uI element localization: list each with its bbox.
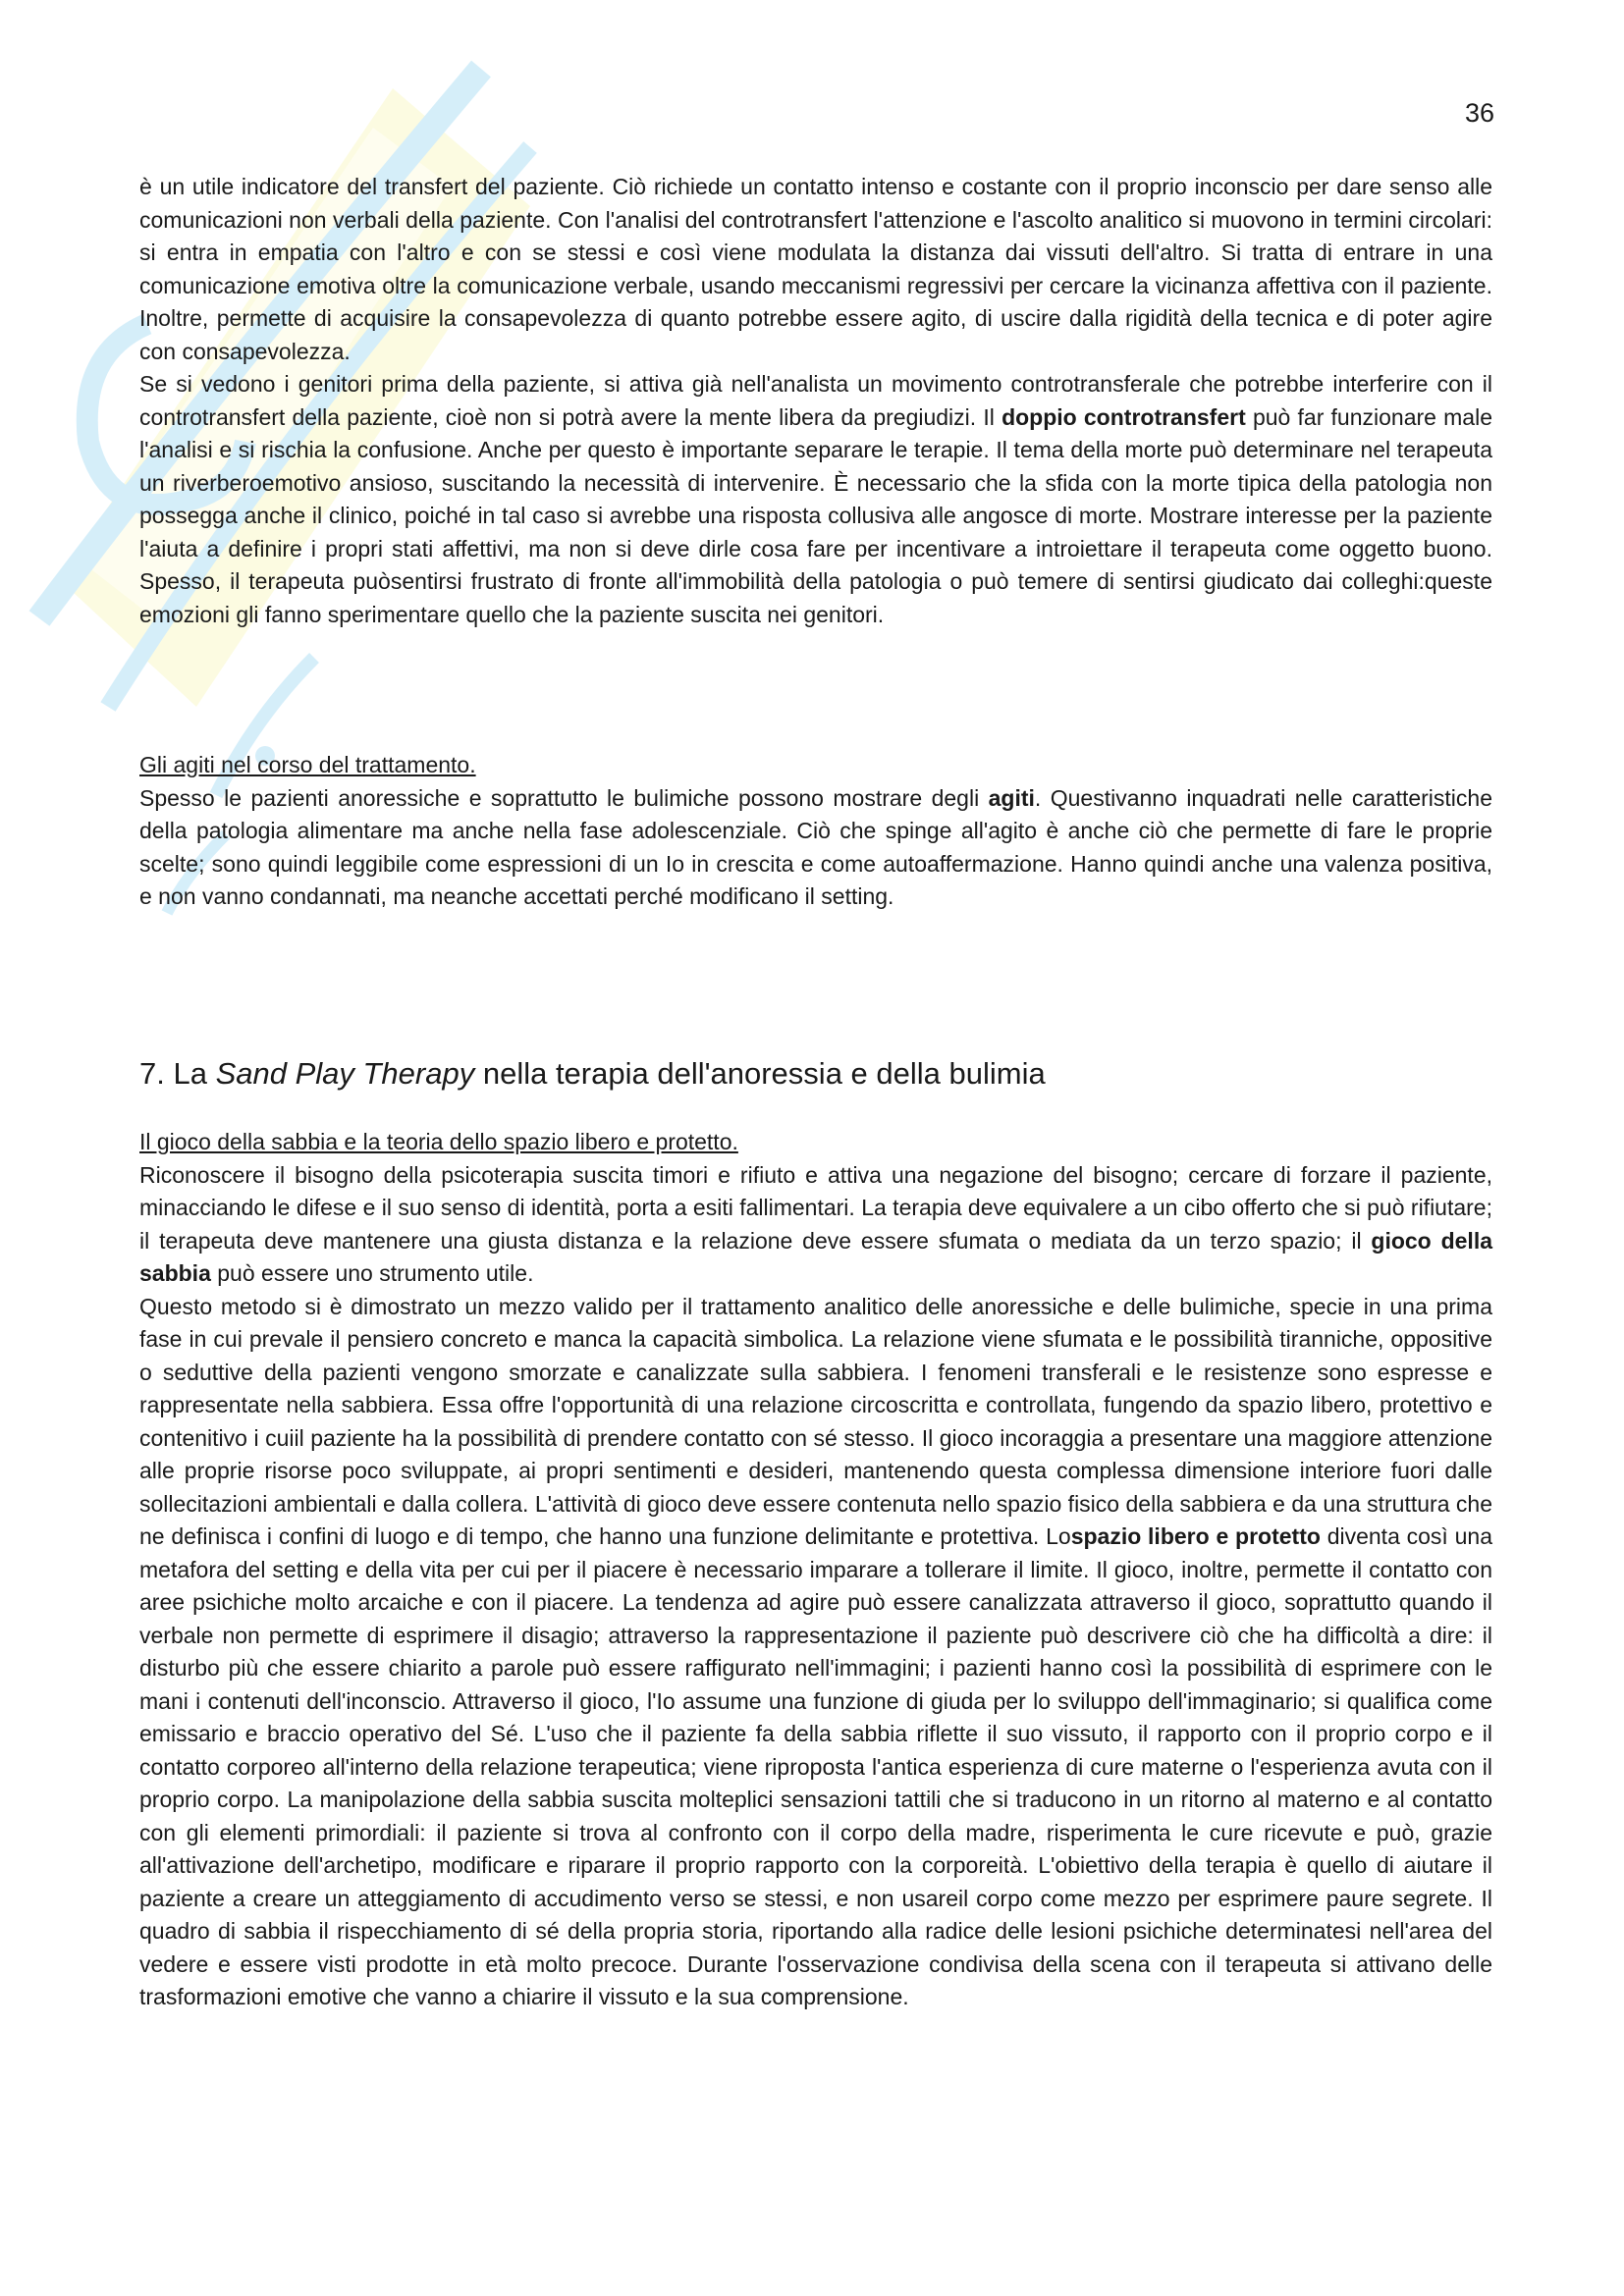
bold-term: doppio controtransfert: [1001, 403, 1246, 430]
subheading: Il gioco della sabbia e la teoria dello spazio libero e protetto.: [139, 1129, 738, 1154]
bold-term: agiti: [988, 784, 1035, 811]
section-sand-play: [139, 1126, 1492, 2014]
paragraph: è un utile indicatore del transfert del paziente. Ciò richiede un contatto intenso e costante con il proprio inconscio per dare senso alle comunicazioni non verbali della paziente. Con l'analisi del controtransfert l'attenzione e l'ascolto analitico si muovono in termini circolari: si entra in empatia con l'altro e con se stessi e così viene modulata la distanza dai vissuti dell'altro. Si tratta di entrare in una comunicazione emotiva oltre la comunicazione verbale, usando meccanismi regressivi per cercare la vicinanza affettiva con il paziente. Inoltre, permette di acquisire la consapevolezza di quanto potrebbe essere agito, di uscire dalla rigidità della tecnica e di poter agire con consapevolezza.: [139, 174, 1492, 364]
subheading: Gli agiti nel corso del trattamento.: [139, 752, 476, 777]
section-controtransfert: [139, 171, 1492, 631]
italic-term: Sand Play Therapy: [215, 1056, 475, 1091]
paragraph: Questo metodo si è dimostrato un mezzo valido per il trattamento analitico delle anoressiche e delle bulimiche, specie in una prima fase in cui prevale il pensiero concreto e manca la capacità simbolica. La relazione viene sfumata e le possibilità tiranniche, oppositive o seduttive della pazienti vengono smorzate e canalizzate sulla sabbiera. I fenomeni transferali e le resistenze sono espresse e rappresentate nella sabbiera. Essa offre l'opportunità di una relazione circoscritta e controllata, fungendo da spazio libero, protettivo e contenitivo i cuiil paziente ha la possibilità di prendere contatto con sé stesso. Il gioco incoraggia a presentare una maggiore attenzione alle proprie risorse poco sviluppate, ai propri sentimenti e desideri, mantenendo questa complessa dimensione interiore fuori dalle sollecitazioni ambientali e dalla collera. L'attività di gioco deve essere contenuta nello spazio fisico della sabbiera e da una struttura che ne definisca i confini di luogo e di tempo, che hanno una funzione delimitante e protettiva. Lospazio libero e protetto diventa così una metafora del setting e della vita per cui per il piacere è necessario imparare a tollerare il limite. Il gioco, inoltre, permette il contatto con aree psichiche molto arcaiche e con il piacere. La tendenza ad agire può essere canalizzata attraverso il gioco, soprattutto quando il verbale non permette di esprimere il disagio; attraverso la rappresentazione il paziente può descrivere ciò che ha difficoltà a dire: il disturbo più che essere chiarito a parole può essere raffigurato nell'immagini; i pazienti hanno così la possibilità di esprimere con le mani i contenuti dell'inconscio. Attraverso il gioco, l'Io assume una funzione di giuda per lo sviluppo dell'immaginario; si qualifica come emissario e braccio operativo del Sé. L'uso che il paziente fa della sabbia riflette il suo vissuto, il rapporto con il proprio corpo e il contatto corporeo all'interno della relazione terapeutica; viene riproposta l'antica esperienza di cure materne o l'esperienza avuta con il proprio corpo. La manipolazione della sabbia suscita molteplici sensazioni tattili che si traducono in un ritorno al materno e al contatto con gli elementi primordiali: il paziente si trova al confronto con il corpo della madre, risperimenta le cure ricevute e può, grazie all'attivazione dell'archetipo, modificare e riparare il proprio rapporto con la corporeità. L'obiettivo della terapia è quello di aiutare il paziente a creare un atteggiamento di accudimento verso se stessi, e non usareil corpo come mezzo per esprimere paure segrete. Il quadro di sabbia il rispecchiamento di sé della propria storia, riportando alla radice delle lesioni psichiche determinatesi nell'area del vedere e essere visti prodotte in età molto precoce. Durante l'osservazione condivisa della scena con il terapeuta si attivano delle trasformazioni emotive che vanno a chiarire il vissuto e la sua comprensione.: [139, 1293, 1492, 2009]
bold-term: gioco della sabbia: [139, 1227, 1492, 1286]
paragraph: Riconoscere il bisogno della psicoterapia suscita timori e rifiuto e attiva una negazione del bisogno; cercare di forzare il paziente, minacciando le difese e il suo senso di identità, porta a esiti fallimentari. La terapia deve equivalere a un cibo offerto che si può rifiutare; il terapeuta deve mantenere una giusta distanza e la relazione deve essere sfumata o mediata da un terzo spazio; il gioco della sabbia può essere uno strumento utile.: [139, 1161, 1492, 1286]
paragraph: Spesso le pazienti anoressiche e soprattutto le bulimiche possono mostrare degli agiti. Questivanno inquadrati nelle caratteristiche della patologia alimentare ma anche nella fase adolescenziale. Ciò che spinge all'agito è anche ciò che permette di fare le proprie scelte; sono quindi leggibile come espressioni di un Io in crescita e come autoaffermazione. Hanno quindi anche una valenza positiva, e non vanno condannati, ma neanche accettati perché modificano il setting.: [139, 784, 1492, 909]
section-agiti: [139, 749, 1492, 914]
paragraph: Se si vedono i genitori prima della paziente, si attiva già nell'analista un movimento controtransferale che potrebbe interferire con il controtransfert della paziente, cioè non si potrà avere la mente libera da pregiudizi. Il doppio controtransfert può far funzionare male l'analisi e si rischia la confusione. Anche per questo è importante separare le terapie. Il tema della morte può determinare nel terapeuta un riverberoemotivo ansioso, suscitando la necessità di intervenire. È necessario che la sfida con la morte tipica della patologia non possegga anche il clinico, poiché in tal caso si avrebbe una risposta collusiva alle angosce di morte. Mostrare interesse per la paziente l'aiuta a definire i propri stati affettivi, ma non si deve dirle cosa fare per incentivare a introiettare il terapeuta come oggetto buono. Spesso, il terapeuta puòsentirsi frustrato di fronte all'immobilità della patologia o può temere di sentirsi giudicato dai colleghi:queste emozioni gli fanno sperimentare quello che la paziente suscita nei genitori.: [139, 371, 1492, 627]
section-heading: 7. La Sand Play Therapy nella terapia dell'anoressia e della bulimia: [139, 1056, 1046, 1091]
bold-term: spazio libero e protetto: [1070, 1523, 1321, 1549]
page-number: 36: [1464, 98, 1494, 128]
